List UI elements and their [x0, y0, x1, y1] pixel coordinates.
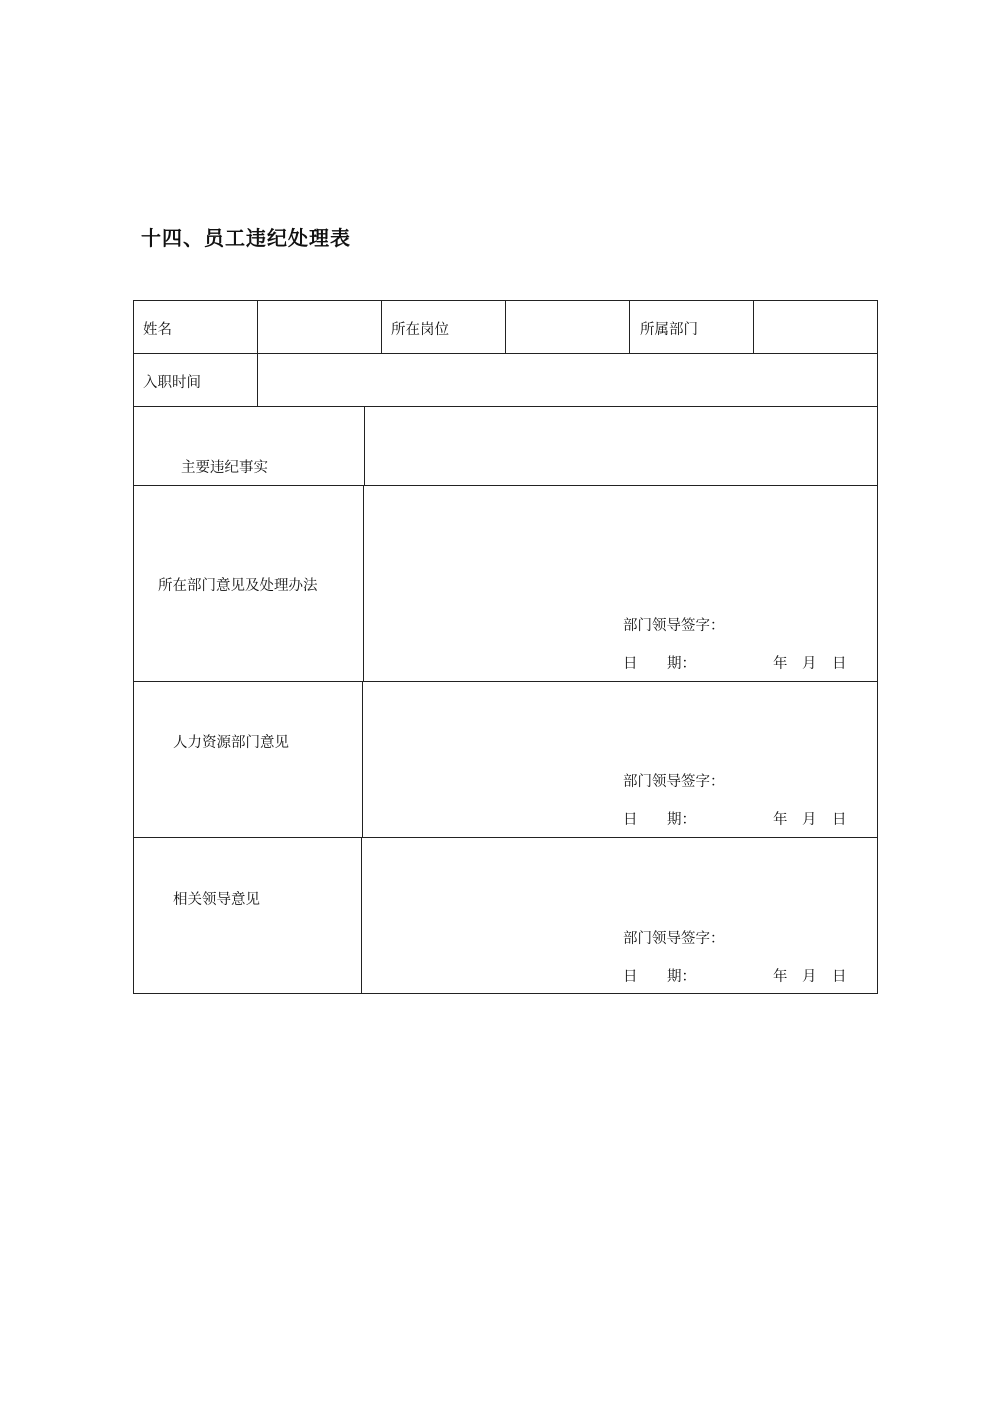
- page-title: 十四、员工违纪处理表: [141, 226, 351, 250]
- hire-date-label: 入职时间: [143, 375, 201, 391]
- hr-opinion-label: 人力资源部门意见: [173, 735, 289, 751]
- year-label: 年: [773, 812, 788, 828]
- date-label-ri: 日: [623, 656, 638, 672]
- hire-date-field[interactable]: [258, 354, 877, 406]
- date-label-qi: 期：: [667, 656, 696, 672]
- date-label-qi: 期：: [667, 969, 696, 985]
- department-label: 所属部门: [640, 322, 698, 338]
- column-divider: [629, 301, 630, 353]
- date-label-ri: 日: [623, 969, 638, 985]
- column-divider: [381, 301, 382, 353]
- year-label: 年: [773, 656, 788, 672]
- hr-opinion-field[interactable]: [363, 682, 877, 837]
- date-label-ri: 日: [623, 812, 638, 828]
- department-field[interactable]: [754, 301, 877, 353]
- month-label: 月: [802, 656, 817, 672]
- year-label: 年: [773, 969, 788, 985]
- signature-label: 部门领导签字：: [623, 931, 725, 947]
- day-label: 日: [832, 969, 847, 985]
- month-label: 月: [802, 812, 817, 828]
- department-opinion-label: 所在部门意见及处理办法: [158, 578, 318, 594]
- day-label: 日: [832, 656, 847, 672]
- name-field[interactable]: [258, 301, 381, 353]
- leadership-opinion-label: 相关领导意见: [173, 892, 260, 908]
- position-field[interactable]: [506, 301, 629, 353]
- day-label: 日: [832, 812, 847, 828]
- violation-facts-label: 主要违纪事实: [181, 460, 268, 476]
- name-label: 姓名: [143, 322, 172, 338]
- date-label-qi: 期：: [667, 812, 696, 828]
- violation-facts-field[interactable]: [365, 407, 877, 485]
- month-label: 月: [802, 969, 817, 985]
- leadership-opinion-field[interactable]: [362, 838, 877, 993]
- disciplinary-form-table: [133, 300, 878, 994]
- signature-label: 部门领导签字：: [623, 618, 725, 634]
- position-label: 所在岗位: [391, 322, 449, 338]
- department-opinion-field[interactable]: [364, 486, 877, 681]
- signature-label: 部门领导签字：: [623, 774, 725, 790]
